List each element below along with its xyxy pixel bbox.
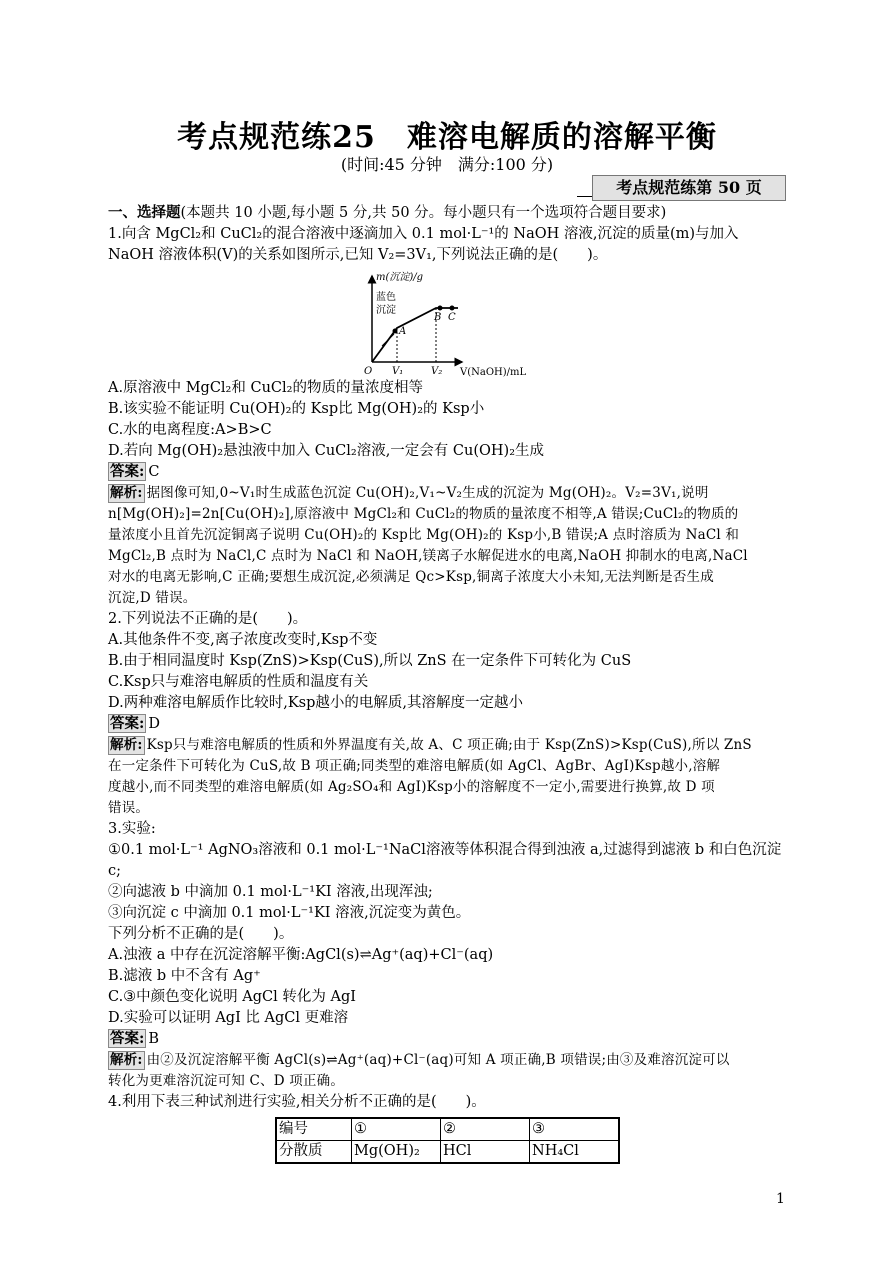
point-c <box>450 306 455 311</box>
precip-label: 沉淀 <box>376 305 396 316</box>
q1-option-a: A.原溶液中 MgCl₂和 CuCl₂的物质的量浓度相等 <box>108 380 423 396</box>
q3-explanation-1: 解析: 由②及沉淀溶解平衡 AgCl(s)⇌Ag⁺(aq)+Cl⁻(aq)可知 A 项正确,B 项错误;由③及难溶沉淀可以 <box>110 1052 730 1068</box>
q3-option-d: D.实验可以证明 AgI 比 AgCl 更难溶 <box>108 1010 349 1026</box>
q2-explanation-3: 度越小,而不同类型的难溶电解质(如 Ag₂SO₄和 AgI)Ksp小的溶解度不一定小,需要进行换算,故 D 项 <box>108 779 715 795</box>
q2-option-b: B.由于相同温度时 Ksp(ZnS)>Ksp(CuS),所以 ZnS 在一定条件下可转化为 CuS <box>108 653 632 669</box>
table-cell: ① <box>352 1118 441 1141</box>
section-heading: 一、选择题(本题共 10 小题,每小题 5 分,共 50 分。每小题只有一个选项符合题目要求) <box>108 204 667 221</box>
q1-explanation-6: 沉淀,D 错误。 <box>108 590 197 606</box>
q1-answer: 答案: C <box>110 463 160 480</box>
v1-label: V₁ <box>392 366 404 377</box>
q2-option-c: C.Ksp只与难溶电解质的性质和温度有关 <box>108 674 369 690</box>
answer-label: 答案: <box>110 463 145 480</box>
q3-step-1-cont: c; <box>108 863 122 879</box>
q2-explanation-2: 在一定条件下可转化为 CuS,故 B 项正确;同类型的难溶电解质(如 AgCl、AgBr、AgI)Ksp越小,溶解 <box>108 758 721 774</box>
q3-option-a: A.浊液 a 中存在沉淀溶解平衡:AgCl(s)⇌Ag⁺(aq)+Cl⁻(aq) <box>108 947 494 963</box>
section-note: (本题共 10 小题,每小题 5 分,共 50 分。每小题只有一个选项符合题目要求) <box>180 205 667 221</box>
q2-option-d: D.两种难溶电解质作比较时,Ksp越小的电解质,其溶解度一定越小 <box>108 695 523 711</box>
q2-stem: 2.下列说法不正确的是( )。 <box>108 611 308 627</box>
q1-explanation-2: n[Mg(OH)₂]=2n[Cu(OH)₂],原溶液中 MgCl₂和 CuCl₂的物质的量浓度不相等,A 错误;CuCl₂的物质的 <box>108 506 739 522</box>
table-cell: 编号 <box>276 1118 352 1141</box>
q3-step-3: ③向沉淀 c 中滴加 0.1 mol·L⁻¹KI 溶液,沉淀变为黄色。 <box>108 905 471 921</box>
explain-label: 解析: <box>110 1052 143 1068</box>
q3-explanation-2: 转化为更难溶沉淀可知 C、D 项正确。 <box>108 1073 345 1089</box>
y-label: m(沉淀)/g <box>376 272 424 283</box>
q3-question: 下列分析不正确的是( )。 <box>108 926 294 942</box>
q3-option-b: B.滤液 b 中不含有 Ag⁺ <box>108 968 261 984</box>
page-subtitle: (时间:45 分钟 满分:100 分) <box>340 155 554 174</box>
q1-explanation-1: 解析: 据图像可知,0~V₁时生成蓝色沉淀 Cu(OH)₂,V₁~V₂生成的沉淀为 Mg(OH)₂。V₂=3V₁,说明 <box>110 485 709 501</box>
arrow-label <box>382 334 394 346</box>
table-cell: HCl <box>441 1141 530 1164</box>
q3-stem: 3.实验: <box>108 821 156 837</box>
page-ref-tag: 考点规范练第 50 页 <box>592 175 786 201</box>
table-row <box>276 1141 619 1164</box>
q3-step-1: ①0.1 mol·L⁻¹ AgNO₃溶液和 0.1 mol·L⁻¹NaCl溶液等体积混合得到浊液 a,过滤得到滤液 b 和白色沉淀 <box>108 842 782 858</box>
point-b <box>438 306 443 311</box>
q1-explanation-4: MgCl₂,B 点时为 NaCl,C 点时为 NaCl 和 NaOH,镁离子水解促进水的电离,NaOH 抑制水的电离,NaCl <box>108 548 748 564</box>
q3-step-2: ②向滤液 b 中滴加 0.1 mol·L⁻¹KI 溶液,出现浑浊; <box>108 884 433 900</box>
page-title: 考点规范练25 难溶电解质的溶解平衡 <box>177 120 717 155</box>
page-number: 1 <box>776 1191 785 1207</box>
point-a <box>393 329 398 334</box>
v2-label: V₂ <box>431 366 443 377</box>
table-cell: Mg(OH)₂ <box>352 1141 441 1164</box>
q1-chart <box>364 270 544 378</box>
c-label: C <box>448 312 456 323</box>
q1-option-d: D.若向 Mg(OH)₂悬浊液中加入 CuCl₂溶液,一定会有 Cu(OH)₂生成 <box>108 443 545 459</box>
table-cell: ③ <box>530 1118 620 1141</box>
table-cell: 分散质 <box>276 1141 352 1164</box>
q2-explanation-4: 错误。 <box>108 800 150 816</box>
origin-label: O <box>364 366 373 377</box>
explain-label: 解析: <box>110 485 143 501</box>
b-label: B <box>434 312 442 323</box>
explain-label: 解析: <box>110 737 143 753</box>
q1-stem-line2: NaOH 溶液体积(V)的关系如图所示,已知 V₂=3V₁,下列说法正确的是( )。 <box>108 247 608 263</box>
answer-label: 答案: <box>110 715 145 732</box>
q4-stem: 4.利用下表三种试剂进行实验,相关分析不正确的是( )。 <box>108 1094 486 1110</box>
content <box>108 202 788 1164</box>
q3-option-c: C.③中颜色变化说明 AgCl 转化为 AgI <box>108 989 356 1005</box>
table-cell: ② <box>441 1118 530 1141</box>
q2-option-a: A.其他条件不变,离子浓度改变时,Ksp不变 <box>108 632 378 648</box>
q1-explanation-3: 量浓度小且首先沉淀铜离子说明 Cu(OH)₂的 Ksp比 Mg(OH)₂的 Ksp小,B 错误;A 点时溶质为 NaCl 和 <box>108 527 740 543</box>
q4-table <box>275 1117 620 1164</box>
x-label: V(NaOH)/mL <box>460 367 527 378</box>
q3-answer: 答案: B <box>110 1030 160 1047</box>
q1-explanation-5: 对水的电离无影响,C 正确;要想生成沉淀,必须满足 Qc>Ksp,铜离子浓度大小未知,无法判断是否生成 <box>108 569 714 585</box>
q1-option-c: C.水的电离程度:A>B>C <box>108 422 272 438</box>
q2-explanation-1: 解析: Ksp只与难溶电解质的性质和外界温度有关,故 A、C 项正确;由于 Ksp(ZnS)>Ksp(CuS),所以 ZnS <box>110 737 752 753</box>
tag-connector <box>577 196 592 197</box>
q1-option-b: B.该实验不能证明 Cu(OH)₂的 Ksp比 Mg(OH)₂的 Ksp小 <box>108 401 485 417</box>
blue-label: 蓝色 <box>376 292 396 303</box>
table-cell: NH₄Cl <box>530 1141 620 1164</box>
q2-answer: 答案: D <box>110 715 160 732</box>
a-label: A <box>399 326 407 337</box>
answer-label: 答案: <box>110 1030 145 1047</box>
q1-stem-line1: 1.向含 MgCl₂和 CuCl₂的混合溶液中逐滴加入 0.1 mol·L⁻¹的 NaOH 溶液,沉淀的质量(m)与加入 <box>108 226 739 242</box>
table-row <box>276 1118 619 1141</box>
curve <box>372 308 458 362</box>
